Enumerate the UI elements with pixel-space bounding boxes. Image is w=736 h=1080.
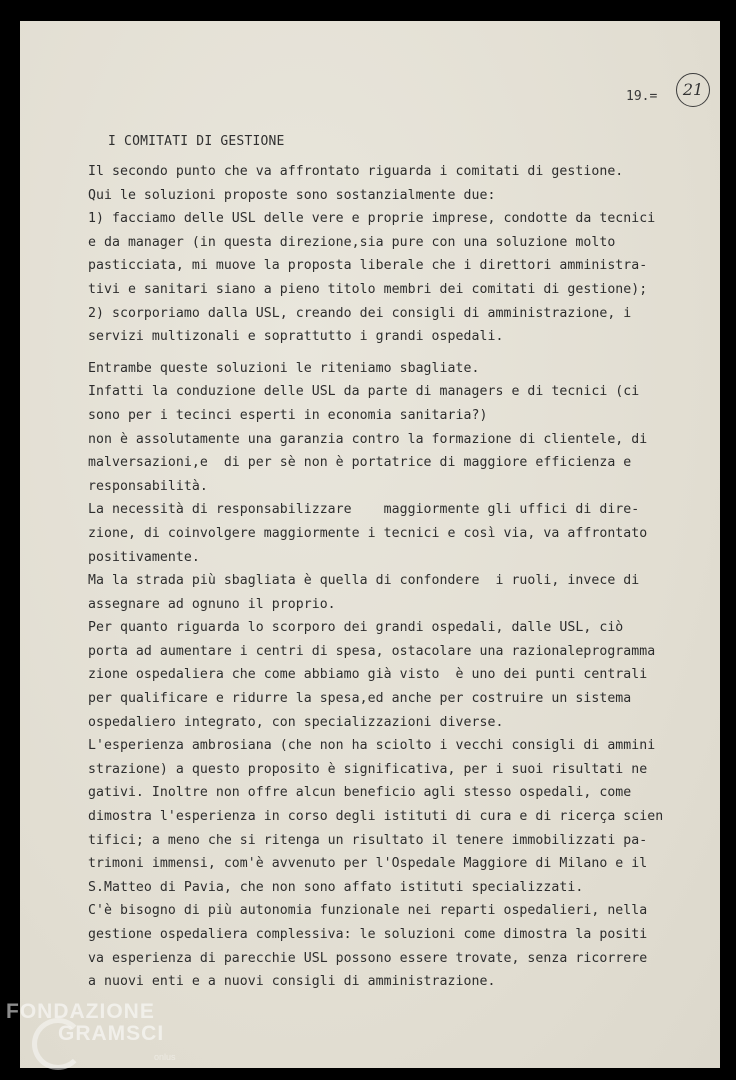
paragraph-1 xyxy=(88,160,688,349)
text-line: dimostra l'esperienza in corso degli istituti di cura e di ricerça scien xyxy=(88,809,664,825)
text-line: per qualificare e ridurre la spesa,ed anche per costruire un sistema xyxy=(88,691,632,707)
text-line: pasticciata, mi muove la proposta liberale che i direttori amministra- xyxy=(88,258,648,274)
text-line: 2) scorporiamo dalla USL, creando dei consigli di amministrazione, i xyxy=(88,305,632,321)
text-line: Il secondo punto che va affrontato riguarda i comitati di gestione. xyxy=(88,164,624,179)
watermark-line-1: FONDAZIONE xyxy=(6,1000,155,1023)
archive-number-stamp: 21 xyxy=(676,73,710,107)
fondazione-gramsci-watermark xyxy=(6,998,186,1078)
page-number: 19.= xyxy=(626,89,658,104)
text-line: tifici; a meno che si ritenga un risultato il tenere immobilizzati pa- xyxy=(88,832,648,848)
document-title: I COMITATI DI GESTIONE xyxy=(108,134,285,149)
text-line: ospedaliero integrato, con specializzazioni diverse. xyxy=(88,714,504,730)
text-line: malversazioni,e di per sè non è portatrice di maggiore efficienza e xyxy=(88,455,632,471)
text-line: e da manager (in questa direzione,sia pure con una soluzione molto xyxy=(88,234,616,250)
document-body xyxy=(88,160,688,994)
text-line: positivamente. xyxy=(88,549,200,565)
text-line: 1) facciamo delle USL delle vere e proprie imprese, condotte da tecnici xyxy=(88,211,656,227)
text-line: Qui le soluzioni proposte sono sostanzialmente due: xyxy=(88,187,496,203)
text-line: strazione) a questo proposito è significativa, per i suoi risultati ne xyxy=(88,761,648,777)
text-line: L'esperienza ambrosiana (che non ha sciolto i vecchi consigli di ammini xyxy=(88,738,656,754)
text-line: La necessità di responsabilizzare maggiormente gli uffici di dire- xyxy=(88,502,640,518)
watermark-line-2: GRAMSCI xyxy=(58,1022,165,1045)
text-line: gativi. Inoltre non offre alcun beneficio agli stesso ospedali, come xyxy=(88,785,632,801)
text-line: Entrambe queste soluzioni le riteniamo sbagliate. xyxy=(88,360,480,376)
text-line: Ma la strada più sbagliata è quella di confondere i ruoli, invece di xyxy=(88,573,640,589)
text-line: assegnare ad ognuno il proprio. xyxy=(88,596,336,612)
watermark-subtitle: onlus xyxy=(154,1052,176,1062)
text-line: Per quanto riguarda lo scorporo dei grandi ospedali, dalle USL, ciò xyxy=(88,620,624,636)
text-line: sono per i tecinci esperti in economia sanitaria?) xyxy=(88,407,488,423)
text-line: responsabilità. xyxy=(88,478,208,494)
text-line: zione, di coinvolgere maggiormente i tecnici e così via, va affrontato xyxy=(88,525,648,541)
text-line: S.Matteo di Pavia, che non sono affato istituti specializzati. xyxy=(88,879,584,895)
paragraph-gap xyxy=(88,349,688,357)
text-line: a nuovi enti e a nuovi consigli di amministrazione. xyxy=(88,974,496,990)
text-line: servizi multizonali e soprattutto i grandi ospedali. xyxy=(88,329,504,345)
text-line: tivi e sanitari siano a pieno titolo membri dei comitati di gestione); xyxy=(88,281,648,297)
text-line: C'è bisogno di più autonomia funzionale nei reparti ospedalieri, nella xyxy=(88,903,648,919)
text-line: non è assolutamente una garanzia contro la formazione di clientele, di xyxy=(88,431,648,447)
paragraph-2 xyxy=(88,357,688,994)
text-line: Infatti la conduzione delle USL da parte di managers e di tecnici (ci xyxy=(88,384,640,400)
text-line: zione ospedaliera che come abbiamo già visto è uno dei punti centrali xyxy=(88,667,648,683)
text-line: trimoni immensi, com'è avvenuto per l'Ospedale Maggiore di Milano e il xyxy=(88,856,648,872)
text-line: va esperienza di parecchie USL possono essere trovate, senza ricorrere xyxy=(88,950,648,966)
text-line: gestione ospedaliera complessiva: le soluzioni come dimostra la positi xyxy=(88,927,648,942)
text-line: porta ad aumentare i centri di spesa, ostacolare una razionaleprogramma xyxy=(88,643,656,659)
